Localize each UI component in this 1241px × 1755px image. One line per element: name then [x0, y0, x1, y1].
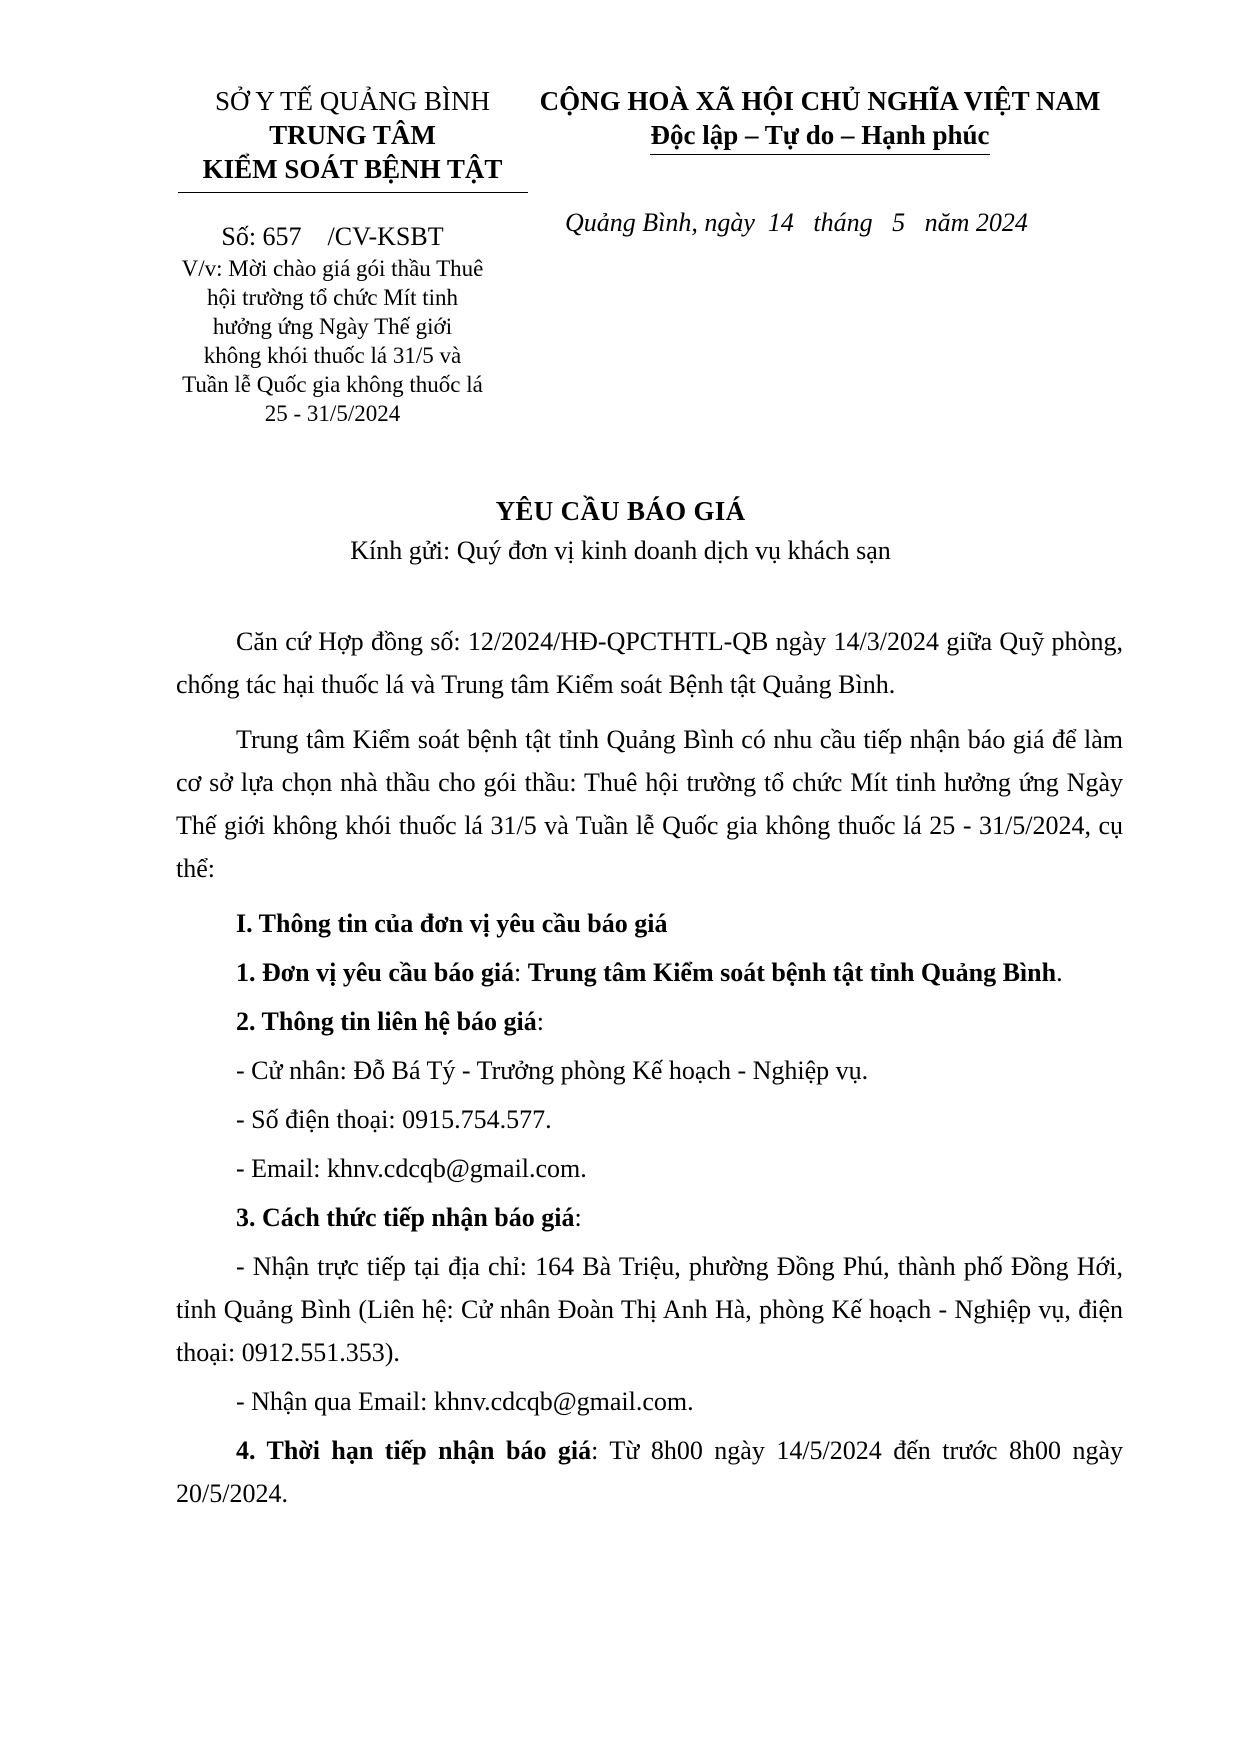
subject-line: không khói thuốc lá 31/5 và	[203, 343, 462, 368]
receive-direct: - Nhận trực tiếp tại địa chỉ: 164 Bà Triệu, phường Đồng Phú, thành phố Đồng Hới, tỉnh Quảng Bình (Liên hệ: Cử nhân Đoàn Thị Anh Hà, phòng Kế hoạch - Nghiệp vụ, điện thoại: 0912.551.353).	[176, 1252, 1123, 1367]
national-motto: Độc lập – Tự do – Hạnh phúc	[650, 118, 989, 155]
subject-line: Tuần lễ Quốc gia không thuốc lá	[182, 372, 483, 397]
item-deadline: 4. Thời hạn tiếp nhận báo giá: Từ 8h00 ngày 14/5/2024 đến trước 8h00 ngày 20/5/2024.	[176, 1436, 1123, 1508]
agency-name-line-2: KIỂM SOÁT BỆNH TẬT	[202, 154, 503, 184]
contact-person: - Cử nhân: Đỗ Bá Tý - Trưởng phòng Kế hoạch - Nghiệp vụ.	[236, 1056, 869, 1085]
item-requesting-unit: 1. Đơn vị yêu cầu báo giá: Trung tâm Kiểm soát bệnh tật tỉnh Quảng Bình.	[236, 958, 1063, 987]
item-value: Trung tâm Kiểm soát bệnh tật tỉnh Quảng Bình	[527, 958, 1057, 987]
paragraph-basis: Căn cứ Hợp đồng số: 12/2024/HĐ-QPCTHTL-QB ngày 14/3/2024 giữa Quỹ phòng, chống tác hại thuốc lá và Trung tâm Kiểm soát Bệnh tật Quảng Bình.	[176, 627, 1123, 699]
subject-line: V/v: Mời chào giá gói thầu Thuê	[181, 256, 484, 281]
item-label: 2. Thông tin liên hệ báo giá	[236, 1007, 537, 1036]
item-value: Từ 8h00 ngày 14/5/2024 đến trước 8h00 ngày 20/5/2024.	[176, 1436, 1123, 1508]
item-label: 4. Thời hạn tiếp nhận báo giá	[236, 1436, 592, 1465]
agency-underline	[178, 192, 528, 193]
item-contact-info: 2. Thông tin liên hệ báo giá:	[236, 1007, 544, 1036]
receive-email: - Nhận qua Email: khnv.cdcqb@gmail.com.	[236, 1387, 694, 1416]
subject-line: 25 - 31/5/2024	[264, 401, 401, 426]
national-heading-block	[520, 84, 1120, 155]
item-label: 3. Cách thức tiếp nhận báo giá	[236, 1203, 575, 1232]
issuing-agency-block	[160, 84, 545, 193]
place-and-date: Quảng Bình, ngày 14 tháng 5 năm 2024	[565, 208, 1028, 237]
subject-line: hưởng ứng Ngày Thế giới	[212, 314, 453, 339]
contact-phone: - Số điện thoại: 0915.754.577.	[236, 1105, 552, 1134]
subject-block	[160, 254, 505, 428]
subject-line: hội trường tổ chức Mít tinh	[206, 285, 459, 310]
document-number: Số: 657 /CV-KSBT	[221, 222, 444, 251]
recipient-line: Kính gửi: Quý đơn vị kinh doanh dịch vụ khách sạn	[350, 536, 891, 565]
agency-parent: SỞ Y TẾ QUẢNG BÌNH	[215, 86, 490, 116]
document-title: YÊU CẦU BÁO GIÁ	[495, 496, 746, 526]
contact-email: - Email: khnv.cdcqb@gmail.com.	[236, 1154, 587, 1183]
item-receiving-method: 3. Cách thức tiếp nhận báo giá:	[236, 1203, 582, 1232]
agency-name-line-1: TRUNG TÂM	[269, 120, 436, 150]
item-label: 1. Đơn vị yêu cầu báo giá	[236, 958, 515, 987]
document-body	[176, 620, 1123, 1521]
section-heading: I. Thông tin của đơn vị yêu cầu báo giá	[236, 909, 668, 938]
nation-name: CỘNG HOÀ XÃ HỘI CHỦ NGHĨA VIỆT NAM	[539, 86, 1101, 116]
paragraph-intro: Trung tâm Kiểm soát bệnh tật tỉnh Quảng Bình có nhu cầu tiếp nhận báo giá để làm cơ sở lựa chọn nhà thầu cho gói thầu: Thuê hội trường tổ chức Mít tinh hưởng ứng Ngày Thế giới không khói thuốc lá 31/5 và Tuần lễ Quốc gia không thuốc lá 25 - 31/5/2024, cụ thể:	[176, 725, 1123, 883]
